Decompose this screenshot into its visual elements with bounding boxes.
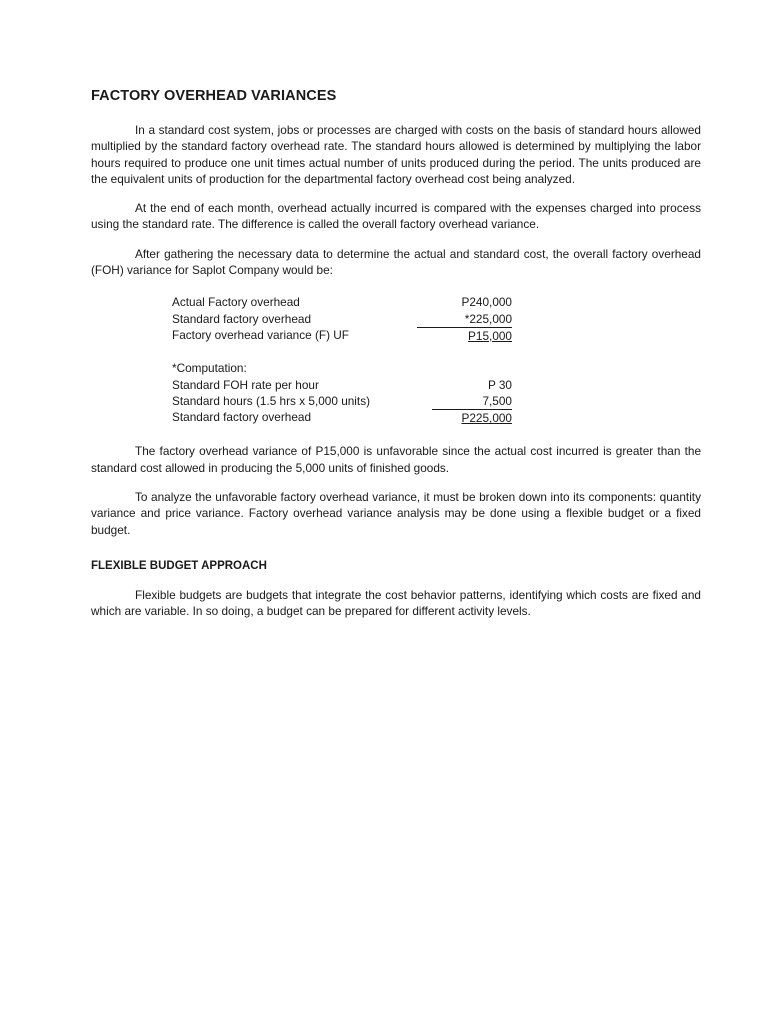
section-heading-flexible-budget: FLEXIBLE BUDGET APPROACH: [91, 559, 267, 572]
table-row: [172, 377, 512, 393]
row-label: Standard hours (1.5 hrs x 5,000 units): [172, 393, 371, 408]
row-label: Standard factory overhead: [172, 410, 312, 425]
row-amount: P240,000: [461, 295, 512, 310]
paragraph-variance-analysis: To analyze the unfavorable factory overhead variance, it must be broken down into its components: quantity variance and price variance. Factory overhead variance analysis may be done using a flexible budget or a fixed budget.: [91, 490, 701, 537]
row-amount: P 30: [487, 377, 512, 392]
row-amount-total: P225,000: [432, 409, 512, 425]
paragraph-unfavorable-variance: The factory overhead variance of P15,000 is unfavorable since the actual cost incurred is greater than the standard cost allowed in producing the 5,000 units of finished goods.: [91, 444, 701, 475]
paragraph-standard-cost-system: In a standard cost system, jobs or processes are charged with costs on the basis of standard hours allowed multiplied by the standard factory overhead rate. The standard hours allowed is determined by multiplying the labor hours required to produce one unit times actual number of units produced during the period. The units produced are the equivalent units of production for the departmental factory overhead cost being analyzed.: [91, 123, 701, 186]
row-label: Standard FOH rate per hour: [172, 377, 319, 392]
row-amount-total: P15,000: [417, 327, 512, 343]
paragraph-month-end-comparison: At the end of each month, overhead actually incurred is compared with the expenses charged into process using the standard rate. The difference is called the overall factory overhead variance.: [91, 201, 701, 232]
document-title: FACTORY OVERHEAD VARIANCES: [91, 88, 337, 104]
table-row: [172, 393, 512, 409]
table-row: [172, 294, 512, 310]
table-row: [172, 409, 512, 425]
variance-table: [172, 294, 512, 425]
row-label: Actual Factory overhead: [172, 295, 300, 310]
table-row: [172, 327, 512, 343]
row-amount: *225,000: [464, 311, 512, 326]
row-amount: 7,500: [482, 393, 512, 408]
computation-title: *Computation:: [172, 361, 247, 376]
document-page: [91, 88, 701, 633]
row-label: Standard factory overhead: [172, 311, 312, 326]
table-row: [172, 311, 512, 327]
paragraph-flexible-budgets: Flexible budgets are budgets that integrate the cost behavior patterns, identifying which costs are fixed and which are variable. In so doing, a budget can be prepared for different activity levels.: [91, 587, 701, 619]
row-label: Factory overhead variance (F) UF: [172, 327, 350, 342]
paragraph-saplot-intro: After gathering the necessary data to determine the actual and standard cost, the overall factory overhead (FOH) variance for Saplot Company would be:: [91, 246, 701, 278]
